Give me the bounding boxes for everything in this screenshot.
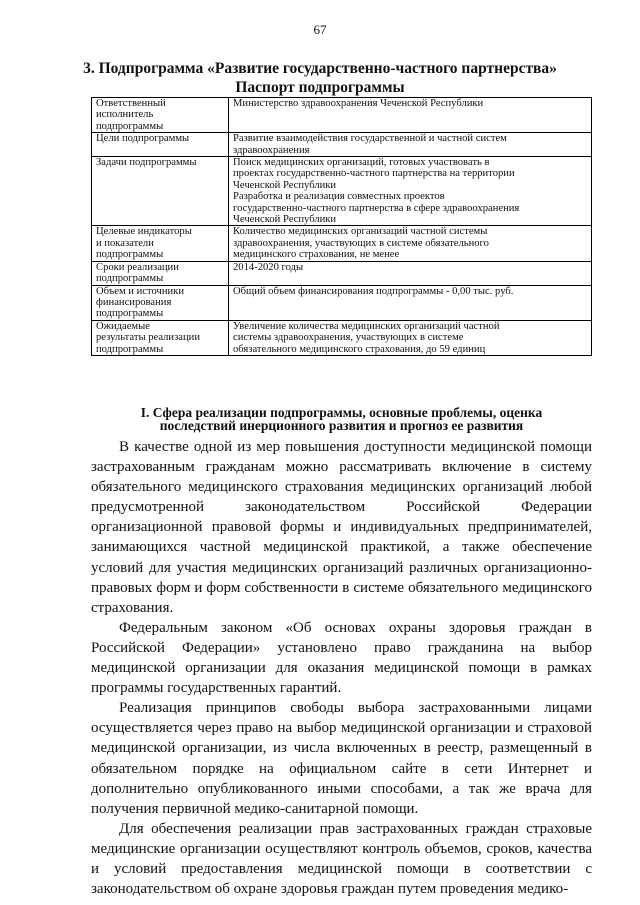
passport-label-line: и показатели xyxy=(96,237,154,249)
passport-value-line: проектах государственно-частного партнерства на территории xyxy=(233,168,515,180)
subprogram-title: 3. Подпрограмма «Развитие государственно-частного партнерства» xyxy=(83,60,557,77)
passport-value-line: обязательного медицинского страхования, до 59 единиц xyxy=(233,343,486,355)
passport-label xyxy=(92,285,229,320)
passport-value-line: здравоохранения xyxy=(233,144,310,156)
paragraph: Для обеспечения реализации прав застрахованных граждан страховые медицинские организации осуществляют контроль объемов, сроков, качества и условий предоставления медицинской помощи в соответствии с законодательством об охране здоровья граждан путем проведения медико- xyxy=(91,820,592,898)
passport-title: Паспорт подпрограммы xyxy=(235,79,405,96)
passport-label-line: Ожидаемые xyxy=(96,320,150,332)
passport-value-line: Количество медицинских организаций частной системы xyxy=(233,226,488,238)
passport-label xyxy=(92,133,229,157)
passport-label-line: Целевые индикаторы xyxy=(96,226,192,238)
section-heading xyxy=(91,406,592,432)
passport-label-line: подпрограммы xyxy=(96,343,164,355)
paragraph: Реализация принципов свободы выбора застрахованными лицами осуществляется через право на выбор медицинской организации и страховой медицинской организации, из числа включенных в реестр, размещенный в обязательном порядке на официальном сайте в сети Интернет и дополнительно опубликованного иными способами, а так же врача для получения первичной медико-санитарной помощи. xyxy=(91,700,592,817)
passport-label-line: подпрограммы xyxy=(96,308,164,320)
section-heading-line: последствий инерционного развития и прогноз ее развития xyxy=(159,418,524,433)
passport-label-line: Ответственный xyxy=(96,98,166,109)
passport-row xyxy=(92,98,592,133)
passport-label-line: подпрограммы xyxy=(96,249,164,261)
passport-value xyxy=(229,98,592,133)
passport-label-line: подпрограммы xyxy=(96,120,164,132)
passport-value-line: Общий объем финансирования подпрограммы - 0,00 тыс. руб. xyxy=(233,285,514,297)
paragraph: В качестве одной из мер повышения доступности медицинской помощи застрахованным гражданам можно рассматривать включение в систему обязательного медицинского страхования медицинских организаций любой предусмотренной законодательством Российской Федерации организационной правовой формы и индивидуальных предпринимателей, занимающихся частной медицинской практикой, а также обеспечение условий для участия медицинских организаций различных организационно-правовых форм и форм собственности в системе обязательного медицинского страхования. xyxy=(91,439,592,616)
passport-label xyxy=(92,320,229,355)
paragraph: Федеральным законом «Об основах охраны здоровья граждан в Российской Федерации» установлено право гражданина на выбор медицинской организации для оказания медицинской помощи в рамках программы государственных гарантий. xyxy=(91,619,592,697)
passport-row xyxy=(92,285,592,320)
passport-label xyxy=(92,261,229,285)
page-number: 67 xyxy=(313,22,327,37)
passport-value xyxy=(229,133,592,157)
passport-row xyxy=(92,133,592,157)
passport-row xyxy=(92,157,592,226)
passport-row xyxy=(92,320,592,355)
passport-value-line: 2014-2020 годы xyxy=(233,261,304,273)
passport-label xyxy=(92,226,229,261)
passport-value-line: Увеличение количества медицинских организаций частной xyxy=(233,320,500,332)
passport-label-line: финансирования xyxy=(96,296,172,308)
passport-label xyxy=(92,98,229,133)
passport-label-line: Объем и источники xyxy=(96,285,184,297)
passport-value-line: системы здравоохранения, участвующих в системе xyxy=(233,332,464,344)
passport-value-line: медицинского страхования, не менее xyxy=(233,249,400,261)
passport-value-line: Чеченской Республики xyxy=(233,214,337,226)
section-heading-line: I. Сфера реализации подпрограммы, основные проблемы, оценка xyxy=(140,405,543,420)
passport-value-line: Разработка и реализация совместных проектов xyxy=(233,191,445,203)
passport-label-line: исполнитель xyxy=(96,109,154,121)
passport-label-line: Задачи подпрограммы xyxy=(96,157,197,169)
passport-table xyxy=(91,97,592,356)
passport-value xyxy=(229,320,592,355)
passport-value-line: Министерство здравоохранения Чеченской Республики xyxy=(233,98,484,109)
passport-value-line: государственно-частного партнерства в сфере здравоохранения xyxy=(233,202,520,214)
passport-value xyxy=(229,226,592,261)
passport-label-line: Сроки реализации xyxy=(96,261,179,273)
passport-label-line: подпрограммы xyxy=(96,273,164,285)
passport-value xyxy=(229,285,592,320)
passport-value-line: Поиск медицинских организаций, готовых участвовать в xyxy=(233,157,490,169)
passport-label xyxy=(92,157,229,226)
passport-row xyxy=(92,226,592,261)
passport-value-line: Развитие взаимодействия государственной и частной систем xyxy=(233,133,507,145)
passport-value xyxy=(229,261,592,285)
passport-row xyxy=(92,261,592,285)
passport-label-line: результаты реализации xyxy=(96,332,200,344)
passport-value-line: Чеченской Республики xyxy=(233,179,337,191)
passport-value xyxy=(229,157,592,226)
passport-label-line: Цели подпрограммы xyxy=(96,133,190,145)
body-text xyxy=(91,437,592,899)
passport-value-line: здравоохранения, участвующих в системе обязательного xyxy=(233,237,489,249)
